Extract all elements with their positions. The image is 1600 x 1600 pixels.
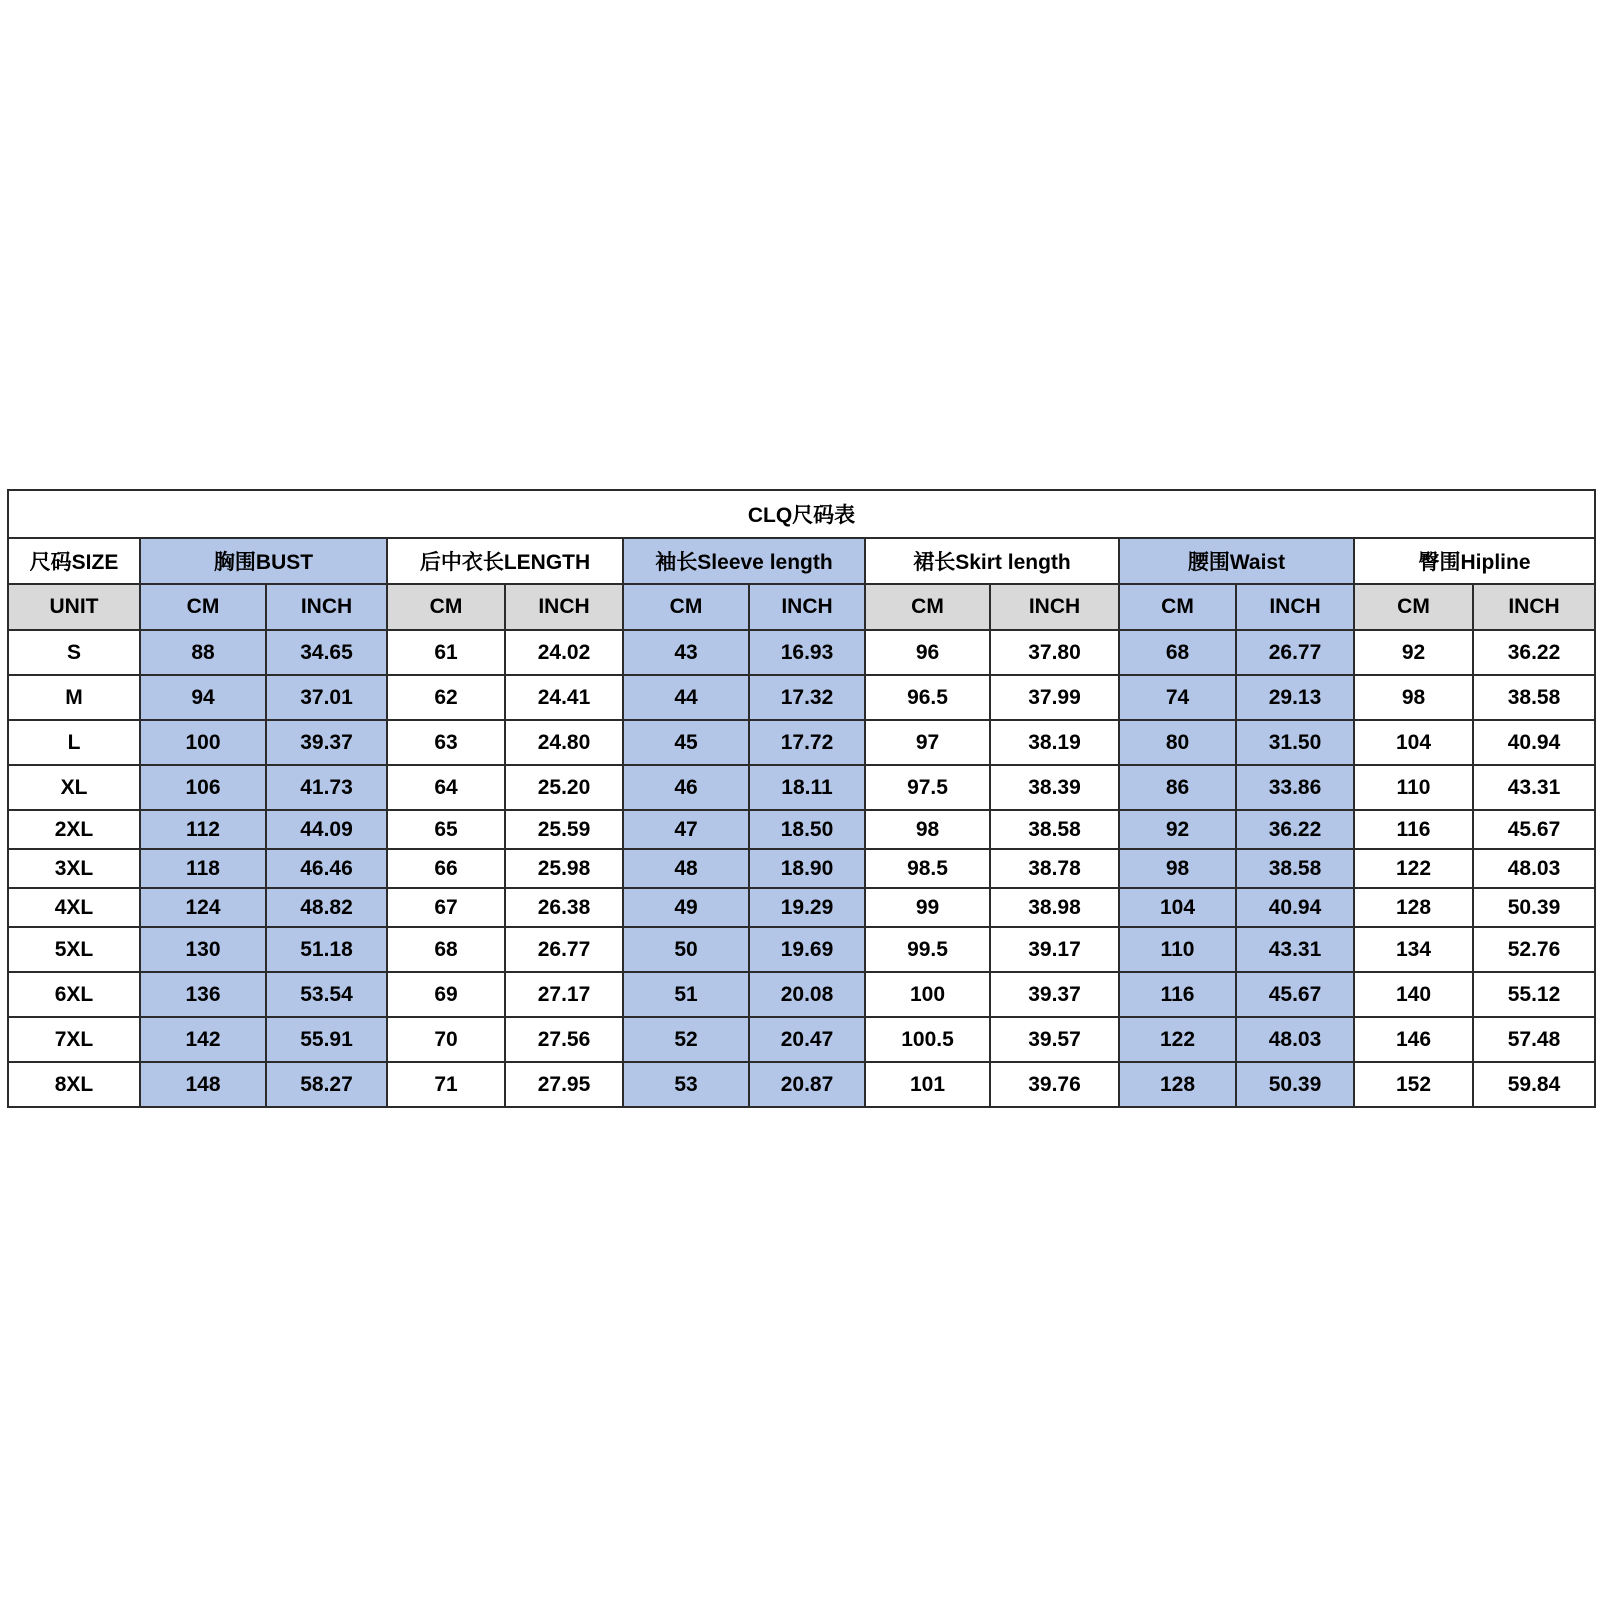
cell-sleeve-cm: 44 <box>623 675 749 720</box>
cell-hipline-cm: 134 <box>1354 927 1473 972</box>
unit-inch-length: INCH <box>505 584 623 630</box>
cell-waist-cm: 122 <box>1119 1017 1236 1062</box>
cell-length-inch: 27.17 <box>505 972 623 1017</box>
cell-length-inch: 27.56 <box>505 1017 623 1062</box>
size-label-cell: XL <box>8 765 140 810</box>
group-header-sleeve-length: 袖长Sleeve length <box>623 538 865 584</box>
cell-skirt-inch: 38.39 <box>990 765 1119 810</box>
cell-bust-inch: 46.46 <box>266 849 387 888</box>
cell-sleeve-cm: 51 <box>623 972 749 1017</box>
cell-hipline-inch: 52.76 <box>1473 927 1595 972</box>
size-label-cell: 7XL <box>8 1017 140 1062</box>
cell-length-inch: 25.98 <box>505 849 623 888</box>
cell-hipline-inch: 38.58 <box>1473 675 1595 720</box>
table-row <box>8 927 1595 972</box>
cell-length-cm: 61 <box>387 630 505 675</box>
table-row <box>8 810 1595 849</box>
cell-waist-inch: 50.39 <box>1236 1062 1354 1107</box>
cell-sleeve-inch: 19.69 <box>749 927 865 972</box>
unit-inch-hipline: INCH <box>1473 584 1595 630</box>
table-row <box>8 849 1595 888</box>
cell-waist-cm: 86 <box>1119 765 1236 810</box>
cell-sleeve-cm: 45 <box>623 720 749 765</box>
cell-bust-cm: 148 <box>140 1062 266 1107</box>
size-label-cell: 8XL <box>8 1062 140 1107</box>
cell-hipline-inch: 50.39 <box>1473 888 1595 927</box>
cell-hipline-cm: 146 <box>1354 1017 1473 1062</box>
cell-hipline-inch: 36.22 <box>1473 630 1595 675</box>
unit-inch-waist: INCH <box>1236 584 1354 630</box>
cell-bust-inch: 48.82 <box>266 888 387 927</box>
unit-cm-sleeve: CM <box>623 584 749 630</box>
cell-skirt-inch: 39.57 <box>990 1017 1119 1062</box>
cell-bust-cm: 88 <box>140 630 266 675</box>
cell-hipline-inch: 40.94 <box>1473 720 1595 765</box>
cell-sleeve-inch: 20.08 <box>749 972 865 1017</box>
cell-bust-cm: 94 <box>140 675 266 720</box>
cell-bust-inch: 39.37 <box>266 720 387 765</box>
cell-sleeve-inch: 18.90 <box>749 849 865 888</box>
cell-waist-inch: 48.03 <box>1236 1017 1354 1062</box>
table-row <box>8 765 1595 810</box>
table-row <box>8 1017 1595 1062</box>
cell-length-inch: 26.38 <box>505 888 623 927</box>
cell-skirt-inch: 38.58 <box>990 810 1119 849</box>
cell-hipline-cm: 128 <box>1354 888 1473 927</box>
cell-waist-cm: 116 <box>1119 972 1236 1017</box>
cell-sleeve-cm: 52 <box>623 1017 749 1062</box>
cell-hipline-cm: 104 <box>1354 720 1473 765</box>
cell-hipline-cm: 116 <box>1354 810 1473 849</box>
unit-cm-waist: CM <box>1119 584 1236 630</box>
cell-length-cm: 66 <box>387 849 505 888</box>
group-header-waist: 腰围Waist <box>1119 538 1354 584</box>
cell-sleeve-cm: 47 <box>623 810 749 849</box>
cell-sleeve-inch: 18.50 <box>749 810 865 849</box>
size-label-cell: S <box>8 630 140 675</box>
cell-skirt-inch: 39.17 <box>990 927 1119 972</box>
size-label-cell: 6XL <box>8 972 140 1017</box>
table-row <box>8 720 1595 765</box>
cell-sleeve-cm: 43 <box>623 630 749 675</box>
size-label-cell: 4XL <box>8 888 140 927</box>
cell-waist-cm: 92 <box>1119 810 1236 849</box>
table-row <box>8 888 1595 927</box>
cell-sleeve-cm: 53 <box>623 1062 749 1107</box>
cell-waist-cm: 98 <box>1119 849 1236 888</box>
cell-length-cm: 64 <box>387 765 505 810</box>
cell-waist-cm: 104 <box>1119 888 1236 927</box>
cell-bust-inch: 44.09 <box>266 810 387 849</box>
cell-bust-cm: 136 <box>140 972 266 1017</box>
size-label-cell: 5XL <box>8 927 140 972</box>
cell-bust-inch: 34.65 <box>266 630 387 675</box>
cell-length-inch: 24.02 <box>505 630 623 675</box>
cell-length-cm: 67 <box>387 888 505 927</box>
title-row <box>8 490 1595 538</box>
cell-length-cm: 68 <box>387 927 505 972</box>
size-column-header: 尺码SIZE <box>8 538 140 584</box>
cell-bust-cm: 118 <box>140 849 266 888</box>
cell-skirt-inch: 38.19 <box>990 720 1119 765</box>
cell-sleeve-inch: 19.29 <box>749 888 865 927</box>
cell-sleeve-cm: 49 <box>623 888 749 927</box>
cell-sleeve-inch: 16.93 <box>749 630 865 675</box>
cell-bust-cm: 100 <box>140 720 266 765</box>
cell-sleeve-cm: 46 <box>623 765 749 810</box>
cell-waist-inch: 38.58 <box>1236 849 1354 888</box>
cell-skirt-cm: 100 <box>865 972 990 1017</box>
table-row <box>8 972 1595 1017</box>
cell-skirt-cm: 98 <box>865 810 990 849</box>
cell-sleeve-inch: 18.11 <box>749 765 865 810</box>
cell-length-cm: 65 <box>387 810 505 849</box>
unit-label: UNIT <box>8 584 140 630</box>
cell-length-cm: 69 <box>387 972 505 1017</box>
cell-skirt-cm: 97.5 <box>865 765 990 810</box>
cell-skirt-inch: 39.76 <box>990 1062 1119 1107</box>
cell-waist-inch: 26.77 <box>1236 630 1354 675</box>
cell-skirt-inch: 37.80 <box>990 630 1119 675</box>
cell-hipline-inch: 55.12 <box>1473 972 1595 1017</box>
unit-row <box>8 584 1595 630</box>
cell-sleeve-inch: 20.87 <box>749 1062 865 1107</box>
cell-waist-inch: 31.50 <box>1236 720 1354 765</box>
cell-hipline-cm: 98 <box>1354 675 1473 720</box>
cell-bust-cm: 142 <box>140 1017 266 1062</box>
cell-skirt-inch: 38.78 <box>990 849 1119 888</box>
cell-hipline-inch: 43.31 <box>1473 765 1595 810</box>
size-label-cell: 3XL <box>8 849 140 888</box>
unit-inch-skirt: INCH <box>990 584 1119 630</box>
cell-waist-cm: 74 <box>1119 675 1236 720</box>
cell-bust-inch: 51.18 <box>266 927 387 972</box>
cell-sleeve-inch: 17.72 <box>749 720 865 765</box>
unit-cm-bust: CM <box>140 584 266 630</box>
cell-waist-cm: 128 <box>1119 1062 1236 1107</box>
size-chart-table <box>7 489 1596 1108</box>
cell-sleeve-inch: 20.47 <box>749 1017 865 1062</box>
cell-sleeve-cm: 48 <box>623 849 749 888</box>
unit-cm-skirt: CM <box>865 584 990 630</box>
cell-skirt-cm: 98.5 <box>865 849 990 888</box>
cell-length-inch: 25.20 <box>505 765 623 810</box>
cell-bust-inch: 37.01 <box>266 675 387 720</box>
cell-sleeve-inch: 17.32 <box>749 675 865 720</box>
unit-cm-length: CM <box>387 584 505 630</box>
cell-bust-inch: 58.27 <box>266 1062 387 1107</box>
table-row <box>8 675 1595 720</box>
cell-length-cm: 71 <box>387 1062 505 1107</box>
group-header-skirt-length: 裙长Skirt length <box>865 538 1119 584</box>
cell-bust-cm: 112 <box>140 810 266 849</box>
cell-skirt-cm: 99 <box>865 888 990 927</box>
cell-length-cm: 62 <box>387 675 505 720</box>
cell-length-inch: 26.77 <box>505 927 623 972</box>
cell-length-inch: 24.41 <box>505 675 623 720</box>
cell-waist-cm: 110 <box>1119 927 1236 972</box>
cell-skirt-cm: 99.5 <box>865 927 990 972</box>
cell-waist-inch: 29.13 <box>1236 675 1354 720</box>
cell-waist-inch: 33.86 <box>1236 765 1354 810</box>
cell-hipline-cm: 122 <box>1354 849 1473 888</box>
group-header-hipline: 臀围Hipline <box>1354 538 1595 584</box>
unit-inch-sleeve: INCH <box>749 584 865 630</box>
unit-inch-bust: INCH <box>266 584 387 630</box>
cell-length-cm: 63 <box>387 720 505 765</box>
cell-length-cm: 70 <box>387 1017 505 1062</box>
cell-waist-cm: 68 <box>1119 630 1236 675</box>
cell-waist-inch: 36.22 <box>1236 810 1354 849</box>
cell-bust-cm: 130 <box>140 927 266 972</box>
chart-title: CLQ尺码表 <box>8 490 1595 538</box>
cell-sleeve-cm: 50 <box>623 927 749 972</box>
cell-waist-inch: 43.31 <box>1236 927 1354 972</box>
cell-skirt-cm: 97 <box>865 720 990 765</box>
cell-hipline-cm: 92 <box>1354 630 1473 675</box>
cell-hipline-inch: 57.48 <box>1473 1017 1595 1062</box>
size-label-cell: M <box>8 675 140 720</box>
cell-hipline-cm: 140 <box>1354 972 1473 1017</box>
cell-skirt-inch: 37.99 <box>990 675 1119 720</box>
cell-bust-inch: 55.91 <box>266 1017 387 1062</box>
cell-length-inch: 25.59 <box>505 810 623 849</box>
cell-skirt-cm: 101 <box>865 1062 990 1107</box>
cell-skirt-inch: 38.98 <box>990 888 1119 927</box>
cell-hipline-cm: 110 <box>1354 765 1473 810</box>
size-label-cell: L <box>8 720 140 765</box>
cell-hipline-inch: 48.03 <box>1473 849 1595 888</box>
cell-skirt-cm: 96 <box>865 630 990 675</box>
cell-skirt-inch: 39.37 <box>990 972 1119 1017</box>
size-label-cell: 2XL <box>8 810 140 849</box>
cell-bust-inch: 53.54 <box>266 972 387 1017</box>
cell-waist-cm: 80 <box>1119 720 1236 765</box>
cell-hipline-cm: 152 <box>1354 1062 1473 1107</box>
group-header-length: 后中衣长LENGTH <box>387 538 623 584</box>
cell-bust-cm: 124 <box>140 888 266 927</box>
cell-hipline-inch: 45.67 <box>1473 810 1595 849</box>
cell-bust-cm: 106 <box>140 765 266 810</box>
table-row <box>8 1062 1595 1107</box>
cell-skirt-cm: 96.5 <box>865 675 990 720</box>
cell-waist-inch: 40.94 <box>1236 888 1354 927</box>
unit-cm-hipline: CM <box>1354 584 1473 630</box>
measurement-group-row <box>8 538 1595 584</box>
cell-length-inch: 27.95 <box>505 1062 623 1107</box>
group-header-bust: 胸围BUST <box>140 538 387 584</box>
cell-length-inch: 24.80 <box>505 720 623 765</box>
cell-skirt-cm: 100.5 <box>865 1017 990 1062</box>
cell-hipline-inch: 59.84 <box>1473 1062 1595 1107</box>
cell-bust-inch: 41.73 <box>266 765 387 810</box>
cell-waist-inch: 45.67 <box>1236 972 1354 1017</box>
table-row <box>8 630 1595 675</box>
